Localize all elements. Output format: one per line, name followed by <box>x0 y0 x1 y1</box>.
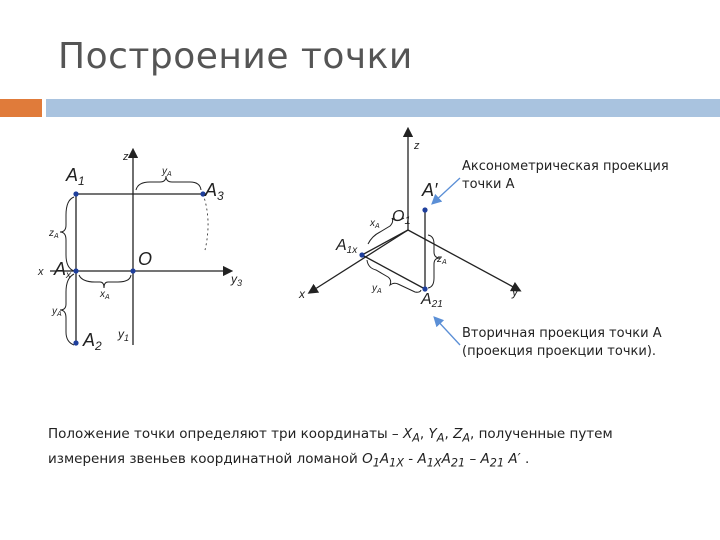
point-a1x <box>359 252 364 257</box>
svg-text:zA: $z_A$ <box>49 228 59 240</box>
svg-text:x: x <box>38 266 44 278</box>
axonometric-note-line1: Аксонометрическая проекция <box>462 159 669 174</box>
secondary-projection-note <box>462 325 712 361</box>
svg-text:O: O <box>138 249 153 269</box>
axo-x-axis <box>312 230 408 291</box>
svg-text:z: z <box>123 151 129 163</box>
secondary-note-line2: (проекция проекции точки). <box>462 344 657 359</box>
ortho-ya-brace <box>60 274 74 345</box>
svg-text:Ax: Ax <box>54 259 72 281</box>
callout-arrow-a21 <box>435 318 460 345</box>
ortho-xa-brace <box>79 275 131 288</box>
svg-text:O1: O1 <box>392 208 411 227</box>
svg-text:zA: $z_A$ <box>437 254 447 266</box>
svg-text:y1: $y_1$ <box>118 327 130 343</box>
svg-text:A1x: A1x <box>336 237 358 256</box>
point-a2 <box>73 340 78 345</box>
svg-text:A′: A′ <box>422 180 438 200</box>
svg-text:A2: $A_2$ <box>83 330 102 353</box>
svg-text:yA: $y_A$ <box>52 306 62 318</box>
ortho-a3-arc <box>203 194 208 250</box>
svg-text:A21: A21 <box>421 291 443 310</box>
description-line1: Положение точки определяют три координаты – $X_A$, $Y_A$, $Z_A$, полученные путем <box>48 426 613 445</box>
svg-text:A3: $A_3$ <box>205 180 224 203</box>
svg-text:z: z <box>414 140 420 152</box>
svg-text:yA: $y_A$ <box>372 283 382 295</box>
description-line2: измерения звеньев координатной ломаной $O_1A_{1X} - A_{1X}A_{21} - A_{21}$ A′ . <box>48 450 530 470</box>
ortho-ya-top-brace <box>136 176 201 190</box>
secondary-note-line1: Вторичная проекция точки А <box>462 326 662 341</box>
axonometric-note-line2: точки А <box>462 177 515 192</box>
svg-text:y: y <box>512 285 518 299</box>
svg-text:y3: $y_3$ <box>231 272 243 288</box>
ortho-labels <box>37 151 242 353</box>
svg-text:xA: $x_A$ <box>370 218 380 230</box>
slide-title: Построение точки <box>58 36 413 77</box>
svg-text:x: x <box>299 287 305 301</box>
axonometric-projection-note <box>462 158 712 194</box>
coordinates-description <box>48 424 698 473</box>
svg-text:A1: $A_1$ <box>66 165 85 188</box>
point-a1 <box>73 191 78 196</box>
point-ax <box>73 268 78 273</box>
svg-text:yA: $y_A$ <box>162 166 172 178</box>
point-a-prime <box>422 207 427 212</box>
point-o <box>130 268 135 273</box>
svg-text:xA: $x_A$ <box>100 289 110 301</box>
axonometric-drawing <box>312 132 517 292</box>
